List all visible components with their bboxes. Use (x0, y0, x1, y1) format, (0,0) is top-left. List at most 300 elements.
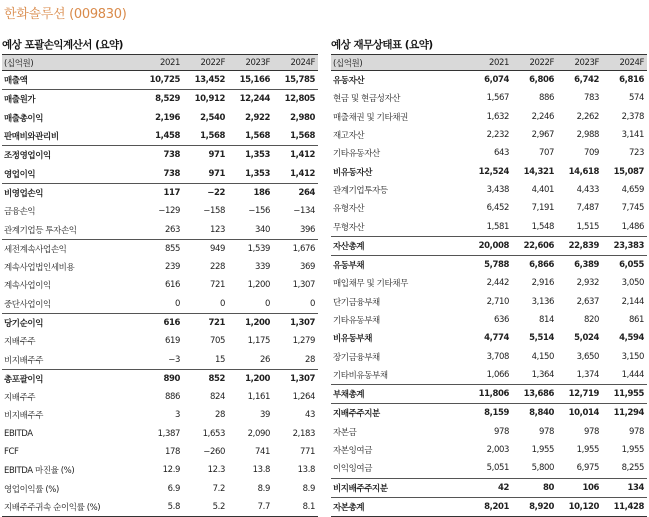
row-value: 8,201 (467, 497, 512, 516)
row-value: 2,003 (486, 445, 509, 456)
balance-sheet-title: 예상 재무상태표 (요약) (331, 39, 433, 51)
row-label: 총포괄이익 (4, 374, 44, 385)
table-row (331, 385, 647, 404)
row-value: 20,008 (467, 236, 512, 255)
row-value: 11,955 (602, 385, 647, 404)
row-label: 비지배주주지분 (331, 478, 467, 497)
year-header: 2022F (183, 55, 228, 71)
row-value: 3,438 (486, 184, 509, 195)
row-value: 10,120 (557, 497, 602, 516)
row-value: −129 (158, 206, 180, 217)
table-row (331, 255, 647, 274)
row-value: 738 (163, 150, 180, 161)
row-value: 1,374 (557, 366, 602, 385)
row-value: 340 (228, 220, 273, 239)
row-label: 지배주주귀속 순이익률 (%) (2, 498, 138, 517)
table-row (2, 202, 318, 220)
row-value: 2,144 (621, 296, 644, 307)
row-value: −134 (293, 206, 315, 217)
row-value: 1,632 (486, 111, 509, 122)
row-value: 2,967 (531, 130, 554, 141)
row-label: 비지배주주 (2, 350, 138, 369)
row-value: 721 (208, 318, 225, 328)
row-label: 계속사업법인세비용 (4, 263, 75, 274)
row-value: 11,294 (613, 408, 644, 419)
table-row (331, 404, 647, 423)
row-value: 1,066 (467, 366, 512, 385)
row-label: FCF (4, 447, 19, 458)
table-row (2, 183, 318, 202)
row-value: 4,594 (619, 333, 644, 344)
income-statement-panel (2, 38, 318, 517)
row-value: 890 (163, 373, 180, 384)
row-value: −260 (203, 447, 225, 458)
row-value: 8,255 (602, 459, 647, 478)
row-label: 기타비유동부채 (331, 366, 467, 385)
row-value: 723 (628, 148, 644, 159)
row-value: 13.8 (297, 465, 315, 476)
row-value: −158 (203, 206, 225, 217)
table-row (2, 127, 318, 146)
row-value: 12.3 (207, 465, 225, 476)
row-value: 861 (628, 315, 644, 325)
row-label: 중단사업이익 (2, 295, 138, 314)
row-label: 매출액 (2, 71, 138, 90)
row-label: EBITDA 마진율 (%) (4, 466, 75, 477)
row-label: 유형자산 (333, 204, 365, 215)
row-value: 3 (174, 410, 180, 421)
row-value: 852 (208, 373, 225, 384)
row-value: 1,458 (138, 127, 183, 146)
row-label: 유동부채 (333, 261, 365, 272)
row-label: 매출채권 및 기타채권 (333, 112, 408, 123)
row-label: 매입채무 및 기타채무 (333, 279, 408, 290)
row-value: 178 (164, 447, 180, 458)
row-value: 5.8 (138, 498, 183, 517)
row-value: 616 (163, 318, 180, 328)
row-value: 15,087 (613, 166, 644, 177)
row-value: 1,955 (621, 445, 644, 456)
row-value: 6,452 (486, 203, 509, 214)
row-value: 636 (493, 315, 509, 325)
row-value: 1,364 (512, 366, 557, 385)
row-value: 10,725 (138, 71, 183, 90)
row-value: 3,136 (531, 296, 554, 307)
row-value: 8.1 (273, 498, 318, 517)
table-row (2, 443, 318, 461)
row-value: 8,159 (484, 408, 509, 419)
table-row (331, 311, 647, 329)
table-row (331, 144, 647, 162)
row-value: 1,955 (531, 445, 554, 456)
row-value: 1,200 (245, 373, 270, 384)
row-label: 지배주주 (4, 393, 36, 404)
table-row (2, 332, 318, 350)
row-value: 1,676 (292, 243, 315, 254)
table-row (2, 71, 318, 90)
row-value: 709 (583, 148, 599, 159)
row-label: 지배주주지분 (333, 409, 380, 420)
row-value: 106 (557, 478, 602, 497)
row-value: 6,742 (574, 75, 599, 86)
row-value: 396 (273, 220, 318, 239)
row-value: 1,161 (247, 392, 270, 403)
row-label: 매출총이익 (4, 113, 44, 124)
table-row (331, 366, 647, 385)
table-row (2, 313, 318, 332)
row-value: 1,412 (290, 150, 315, 161)
row-value: 3,050 (621, 278, 644, 289)
row-value: 1,548 (512, 217, 557, 236)
row-value: 15,166 (228, 71, 273, 90)
row-label: 장기금융부채 (333, 352, 380, 363)
row-value: 1,175 (247, 336, 270, 347)
row-value: 0 (228, 295, 273, 314)
table-row (331, 347, 647, 365)
row-label: 영업이익률 (%) (4, 484, 59, 495)
row-value: 643 (493, 148, 509, 159)
table-row (331, 497, 647, 516)
row-value: 15 (183, 350, 228, 369)
row-value: 11,428 (602, 497, 647, 516)
table-row (331, 126, 647, 144)
table-row (331, 217, 647, 236)
row-value: 616 (164, 280, 180, 291)
row-value: 264 (298, 187, 315, 198)
row-value: 855 (164, 243, 180, 254)
row-value: 1,307 (290, 373, 315, 384)
row-value: −156 (248, 206, 270, 217)
row-value: 8,840 (529, 408, 554, 419)
row-label: 영업이익 (2, 164, 138, 183)
row-value: 3,708 (486, 351, 509, 362)
row-value: 12,244 (239, 94, 270, 105)
table-row (331, 108, 647, 126)
balance-sheet-table (331, 54, 647, 517)
row-value: 1,387 (157, 428, 180, 439)
row-value: 10,912 (194, 94, 225, 105)
row-label: EBITDA (4, 428, 33, 439)
row-value: 1,200 (245, 318, 270, 328)
table-row (2, 258, 318, 276)
table-row (2, 220, 318, 239)
row-value: 5,800 (512, 459, 557, 478)
row-value: 6,866 (529, 260, 554, 271)
row-value: 369 (299, 262, 315, 273)
table-row (2, 276, 318, 294)
table-row (2, 90, 318, 109)
table-header-row (2, 55, 318, 71)
row-value: 2,637 (576, 296, 599, 307)
row-value: 6,975 (557, 459, 602, 478)
row-value: 10,014 (568, 408, 599, 419)
row-value: 978 (628, 426, 644, 437)
table-row (331, 423, 647, 441)
company-title: 한화솔루션 (009830) (4, 7, 127, 22)
table-row (2, 164, 318, 183)
row-value: 7,487 (576, 203, 599, 214)
row-value: 738 (138, 164, 183, 183)
row-value: 1,486 (602, 217, 647, 236)
row-value: 2,540 (200, 112, 225, 123)
row-value: 39 (259, 410, 270, 421)
row-value: 741 (254, 447, 270, 458)
row-value: 12.9 (162, 465, 180, 476)
table-row (331, 199, 647, 217)
row-value: 1,279 (292, 336, 315, 347)
row-value: 1,200 (247, 280, 270, 291)
row-value: 228 (209, 262, 225, 273)
year-header: 2021 (467, 55, 512, 71)
table-row (331, 459, 647, 478)
row-value: 1,539 (247, 243, 270, 254)
table-row (331, 478, 647, 497)
table-row (331, 441, 647, 459)
row-value: 13,452 (183, 71, 228, 90)
row-label: 지배주주 (4, 337, 36, 348)
row-value: 1,515 (557, 217, 602, 236)
row-value: 978 (493, 426, 509, 437)
row-value: 2,262 (576, 111, 599, 122)
row-value: 1,264 (292, 392, 315, 403)
row-value: 4,401 (531, 184, 554, 195)
row-label: 자본총계 (331, 497, 467, 516)
row-value: 705 (209, 336, 225, 347)
table-row (331, 329, 647, 347)
row-value: −22 (207, 187, 225, 198)
row-value: 1,581 (467, 217, 512, 236)
row-value: 12,719 (557, 385, 602, 404)
row-label: 부채총계 (331, 385, 467, 404)
row-label: 단기금융부채 (333, 297, 380, 308)
row-value: 5.2 (183, 498, 228, 517)
row-value: 1,568 (273, 127, 318, 146)
row-label: 조정영업이익 (4, 151, 51, 162)
row-value: 771 (299, 447, 315, 458)
row-value: 7.2 (212, 483, 225, 494)
row-label: 기타유동부채 (333, 316, 380, 326)
row-value: 4,774 (484, 333, 509, 344)
row-value: 783 (583, 93, 599, 104)
row-value: 13,686 (512, 385, 557, 404)
row-value: 8,529 (155, 94, 180, 105)
income-statement-title: 예상 포괄손익계산서 (요약) (2, 39, 123, 51)
row-value: 23,383 (602, 236, 647, 255)
row-value: 2,246 (531, 111, 554, 122)
row-value: 1,653 (202, 428, 225, 439)
table-row (2, 350, 318, 369)
row-value: 42 (467, 478, 512, 497)
row-value: 6,816 (619, 75, 644, 86)
row-value: 5,024 (574, 333, 599, 344)
year-header: 2024F (602, 55, 647, 71)
row-value: 1,568 (183, 127, 228, 146)
table-row (331, 89, 647, 107)
row-value: 619 (164, 336, 180, 347)
row-value: 12,805 (284, 94, 315, 105)
row-value: 2,090 (247, 428, 270, 439)
row-value: 971 (208, 150, 225, 161)
row-value: 7.7 (228, 498, 273, 517)
row-value: 12,524 (478, 166, 509, 177)
table-row (331, 181, 647, 199)
row-value: 2,378 (621, 111, 644, 122)
row-value: 7,745 (621, 203, 644, 214)
row-value: 1,307 (290, 318, 315, 328)
table-row (331, 162, 647, 180)
row-label: 매출원가 (4, 95, 36, 106)
row-value: 186 (253, 187, 270, 198)
row-label: 비지배주주 (4, 411, 44, 422)
row-value: 886 (164, 392, 180, 403)
row-value: 978 (583, 426, 599, 437)
row-value: 28 (214, 410, 225, 421)
row-label: 금융손익 (4, 207, 36, 218)
unit-label: (십억원) (2, 55, 138, 71)
row-label: 관계기업등 투자손익 (2, 220, 138, 239)
row-label: 자산총계 (331, 236, 467, 255)
row-value: 22,606 (512, 236, 557, 255)
balance-sheet-panel (331, 38, 647, 517)
row-label: 자본금 (333, 427, 357, 438)
row-value: 814 (538, 315, 554, 325)
row-value: 6,806 (529, 75, 554, 86)
row-value: 14,321 (523, 166, 554, 177)
table-row (331, 274, 647, 292)
row-value: 2,932 (576, 278, 599, 289)
table-row (2, 498, 318, 517)
table-header-row (331, 55, 647, 71)
table-row (2, 461, 318, 479)
row-value: 4,150 (531, 351, 554, 362)
row-value: 886 (538, 93, 554, 104)
row-value: 1,955 (576, 445, 599, 456)
row-value: 2,196 (155, 112, 180, 123)
table-row (2, 369, 318, 388)
row-label: 무형자산 (331, 217, 467, 236)
table-row (2, 480, 318, 498)
table-row (2, 295, 318, 314)
row-value: 3,150 (621, 351, 644, 362)
row-value: 13.8 (252, 465, 270, 476)
row-value: 2,980 (290, 112, 315, 123)
row-value: 3,141 (621, 130, 644, 141)
row-value: 239 (164, 262, 180, 273)
row-value: 4,433 (576, 184, 599, 195)
row-value: 8.9 (257, 483, 270, 494)
row-value: 0 (273, 295, 318, 314)
table-row (2, 146, 318, 165)
row-value: 1,353 (245, 150, 270, 161)
row-value: 5,788 (484, 260, 509, 271)
row-value: 3,650 (576, 351, 599, 362)
row-value: 134 (602, 478, 647, 497)
row-value: 1,412 (273, 164, 318, 183)
row-value: 1,353 (228, 164, 273, 183)
row-value: 574 (628, 93, 644, 104)
row-value: 6,389 (574, 260, 599, 271)
row-label: 이익잉여금 (331, 459, 467, 478)
row-value: 2,183 (292, 428, 315, 439)
year-header: 2021 (138, 55, 183, 71)
unit-label: (십억원) (331, 55, 467, 71)
row-value: 721 (209, 280, 225, 291)
row-value: 22,839 (557, 236, 602, 255)
row-value: −3 (138, 350, 183, 369)
row-value: 117 (163, 187, 180, 198)
table-row (331, 293, 647, 311)
row-value: 949 (209, 243, 225, 254)
row-value: 5,514 (529, 333, 554, 344)
year-header: 2024F (273, 55, 318, 71)
year-header: 2022F (512, 55, 557, 71)
table-row (2, 239, 318, 258)
row-value: 26 (228, 350, 273, 369)
row-label: 관계기업투자등 (333, 185, 388, 196)
row-label: 현금 및 현금성자산 (333, 94, 401, 105)
row-value: 0 (183, 295, 228, 314)
row-value: 2,232 (486, 130, 509, 141)
year-header: 2023F (557, 55, 602, 71)
row-value: 2,710 (486, 296, 509, 307)
row-value: 1,567 (486, 93, 509, 104)
row-value: 7,191 (531, 203, 554, 214)
row-value: 2,988 (576, 130, 599, 141)
row-value: 263 (138, 220, 183, 239)
row-value: 1,444 (602, 366, 647, 385)
table-row (2, 388, 318, 406)
row-value: 824 (209, 392, 225, 403)
row-value: 28 (273, 350, 318, 369)
row-label: 유동자산 (333, 76, 365, 87)
row-value: 707 (538, 148, 554, 159)
table-row (331, 71, 647, 90)
row-value: 820 (583, 315, 599, 325)
row-value: 11,806 (467, 385, 512, 404)
row-value: 971 (183, 164, 228, 183)
row-label: 자본잉여금 (333, 446, 373, 457)
row-value: 339 (254, 262, 270, 273)
row-value: 978 (538, 426, 554, 437)
row-label: 비영업손익 (4, 188, 44, 199)
row-label: 판매비와관리비 (2, 127, 138, 146)
row-value: 6,055 (619, 260, 644, 271)
row-label: 계속사업이익 (4, 281, 51, 292)
row-value: 80 (512, 478, 557, 497)
table-row (331, 236, 647, 255)
row-label: 당기순이익 (4, 319, 44, 329)
row-value: 0 (138, 295, 183, 314)
year-header: 2023F (228, 55, 273, 71)
row-value: 8,920 (512, 497, 557, 516)
row-label: 기타유동자산 (333, 149, 380, 160)
row-value: 6,074 (484, 75, 509, 86)
row-value: 8.9 (302, 483, 315, 494)
row-value: 15,785 (273, 71, 318, 90)
row-label: 비유동부채 (333, 334, 373, 345)
row-value: 1,568 (228, 127, 273, 146)
income-statement-table (2, 54, 318, 517)
row-value: 123 (183, 220, 228, 239)
row-value: 1,307 (292, 280, 315, 291)
row-value: 5,051 (467, 459, 512, 478)
table-row (2, 109, 318, 127)
row-label: 비유동자산 (333, 167, 373, 178)
row-value: 2,442 (486, 278, 509, 289)
row-value: 2,922 (245, 112, 270, 123)
row-value: 43 (304, 410, 315, 421)
row-value: 14,618 (568, 166, 599, 177)
